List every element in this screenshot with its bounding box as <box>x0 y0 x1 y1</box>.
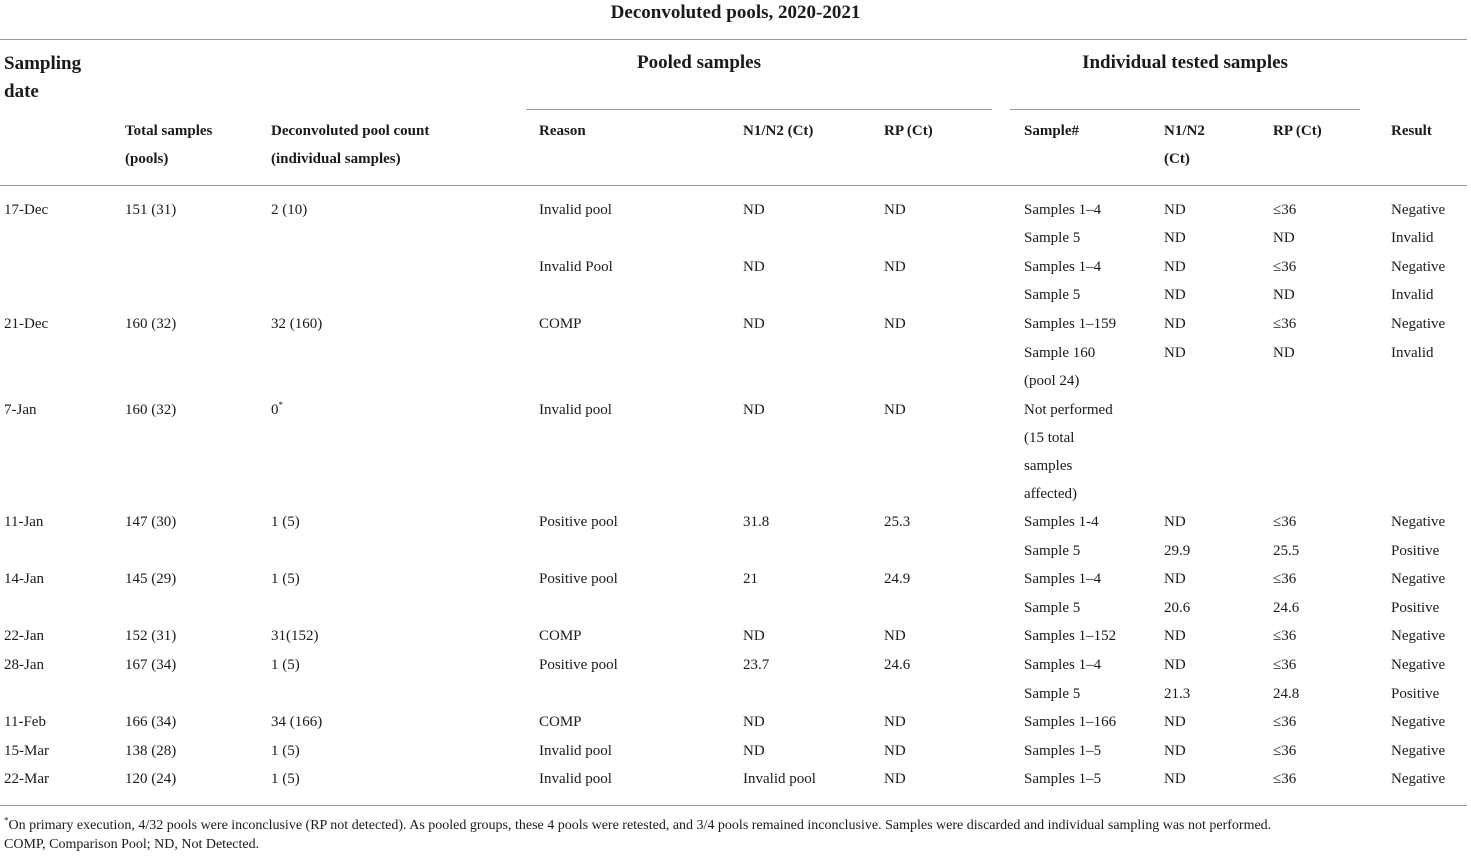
cell-sample: Samples 1–5 <box>1024 771 1102 787</box>
cell-pn: ND <box>743 259 765 275</box>
cell-sample: Sample 5 <box>1024 230 1081 246</box>
cell-sample: Samples 1–4 <box>1024 571 1102 587</box>
cell-pn: 23.7 <box>743 657 770 673</box>
col-pooled-n1n2: N1/N2 (Ct) <box>743 123 814 139</box>
cell-reason: Positive pool <box>539 514 618 530</box>
cell-reason: COMP <box>539 316 582 332</box>
cell-reason: Positive pool <box>539 571 618 587</box>
cell-prp: ND <box>884 316 906 332</box>
cell-result: Negative <box>1391 514 1446 530</box>
col-pooled-rp: RP (Ct) <box>884 123 933 139</box>
pooled-group-rule <box>526 109 992 110</box>
individual-group-rule <box>1010 109 1360 110</box>
cell-date: 15-Mar <box>4 743 49 759</box>
cell-in: 21.3 <box>1164 686 1191 702</box>
col-individual-n1n2: N1/N2 (Ct) <box>1164 123 1205 167</box>
cell-irp: ≤36 <box>1273 514 1297 530</box>
cell-prp: ND <box>884 771 906 787</box>
cell-irp: ≤36 <box>1273 259 1297 275</box>
cell-sample: Samples 1–4 <box>1024 202 1102 218</box>
cell-in: ND <box>1164 714 1186 730</box>
cell-pn: ND <box>743 402 765 418</box>
cell-total: 147 (30) <box>125 514 177 530</box>
cell-irp: ≤36 <box>1273 571 1297 587</box>
cell-date: 7-Jan <box>4 402 37 418</box>
cell-sample: Samples 1–159 <box>1024 316 1117 332</box>
cell-prp: ND <box>884 714 906 730</box>
cell-count: 1 (5) <box>271 771 300 787</box>
col-sample-number: Sample# <box>1024 123 1080 139</box>
footnote-text: On primary execution, 4/32 pools were inconclusive (RP not detected). As pooled groups, these 4 pools were retested, and 3/4 pools remained inconclusive. Samples were discarded and individual sampling was not performed. <box>8 818 1272 833</box>
cell-pn: ND <box>743 743 765 759</box>
cell-result: Negative <box>1391 657 1446 673</box>
cell-reason: COMP <box>539 628 582 644</box>
table-caption: Deconvoluted pools, 2020-2021 <box>610 2 861 23</box>
cell-total: 120 (24) <box>125 771 177 787</box>
cell-pn: ND <box>743 202 765 218</box>
cell-sample: Sample 5 <box>1024 686 1081 702</box>
cell-total: 167 (34) <box>125 657 177 673</box>
cell-pn: ND <box>743 316 765 332</box>
cell-sample: Samples 1–4 <box>1024 657 1102 673</box>
cell-result: Negative <box>1391 571 1446 587</box>
cell-in: ND <box>1164 259 1186 275</box>
cell-count: 1 (5) <box>271 743 300 759</box>
cell-sample: Sample 5 <box>1024 600 1081 616</box>
cell-date: 28-Jan <box>4 657 44 673</box>
cell-result: Negative <box>1391 259 1446 275</box>
cell-irp: ND <box>1273 287 1295 303</box>
cell-in: ND <box>1164 230 1186 246</box>
cell-count-value: 0 <box>271 402 279 418</box>
footnote-ref-marker: * <box>278 400 283 410</box>
cell-result: Negative <box>1391 743 1446 759</box>
cell-result: Invalid <box>1391 345 1434 361</box>
top-rule <box>0 39 1467 40</box>
cell-result: Negative <box>1391 316 1446 332</box>
cell-result: Negative <box>1391 714 1446 730</box>
cell-sample: Sample 160 (pool 24) <box>1024 345 1096 389</box>
cell-total: 138 (28) <box>125 743 177 759</box>
col-deconvoluted-count: Deconvoluted pool count (individual samples) <box>271 123 430 167</box>
cell-prp: ND <box>884 628 906 644</box>
cell-reason: Invalid pool <box>539 402 612 418</box>
cell-in: ND <box>1164 345 1186 361</box>
cell-reason: Invalid pool <box>539 771 612 787</box>
cell-result: Positive <box>1391 543 1440 559</box>
footnote-marker: * <box>4 815 9 826</box>
cell-sample: Samples 1–5 <box>1024 743 1102 759</box>
cell-reason: Invalid Pool <box>539 259 613 275</box>
sampling-date-header: Sampling date <box>4 53 82 102</box>
cell-prp: ND <box>884 743 906 759</box>
cell-reason: Positive pool <box>539 657 618 673</box>
cell-date: 21-Dec <box>4 316 49 332</box>
cell-date: 17-Dec <box>4 202 49 218</box>
cell-irp: ≤36 <box>1273 771 1297 787</box>
cell-in: ND <box>1164 743 1186 759</box>
cell-date: 14-Jan <box>4 571 44 587</box>
cell-result: Negative <box>1391 628 1446 644</box>
cell-count: 1 (5) <box>271 571 300 587</box>
cell-in: ND <box>1164 657 1186 673</box>
cell-result: Positive <box>1391 686 1440 702</box>
cell-sample: Samples 1–152 <box>1024 628 1117 644</box>
cell-total: 166 (34) <box>125 714 177 730</box>
cell-irp: 25.5 <box>1273 543 1300 559</box>
cell-in: ND <box>1164 571 1186 587</box>
cell-irp: 24.6 <box>1273 600 1300 616</box>
cell-result: Negative <box>1391 202 1446 218</box>
cell-total: 160 (32) <box>125 316 177 332</box>
pooled-samples-header: Pooled samples <box>636 52 762 73</box>
cell-prp: 25.3 <box>884 514 911 530</box>
cell-sample: Samples 1-4 <box>1024 514 1099 530</box>
cell-irp: ND <box>1273 230 1295 246</box>
col-reason: Reason <box>539 123 586 139</box>
cell-pn: ND <box>743 714 765 730</box>
col-result: Result <box>1391 123 1432 139</box>
cell-in: ND <box>1164 287 1186 303</box>
cell-count: 31(152) <box>271 628 319 644</box>
cell-pn: 21 <box>743 571 758 587</box>
header-rule <box>0 185 1467 186</box>
cell-irp: ≤36 <box>1273 657 1297 673</box>
cell-prp: ND <box>884 259 906 275</box>
footnote-abbreviations: COMP, Comparison Pool; ND, Not Detected. <box>4 837 260 852</box>
cell-sample: Samples 1–166 <box>1024 714 1117 730</box>
cell-in: ND <box>1164 771 1186 787</box>
cell-date: 22-Jan <box>4 628 44 644</box>
cell-pn: Invalid pool <box>743 771 816 787</box>
cell-count <box>271 396 283 424</box>
cell-result: Negative <box>1391 771 1446 787</box>
cell-prp: ND <box>884 202 906 218</box>
cell-count: 1 (5) <box>271 657 300 673</box>
cell-result: Invalid <box>1391 287 1434 303</box>
cell-count: 1 (5) <box>271 514 300 530</box>
cell-pn: 31.8 <box>743 514 770 530</box>
cell-count: 2 (10) <box>271 202 308 218</box>
cell-result: Invalid <box>1391 230 1434 246</box>
cell-reason: Invalid pool <box>539 743 612 759</box>
footnote-note <box>4 817 1271 835</box>
cell-sample: Sample 5 <box>1024 543 1081 559</box>
cell-irp: ND <box>1273 345 1295 361</box>
cell-total: 145 (29) <box>125 571 177 587</box>
cell-prp: 24.9 <box>884 571 911 587</box>
cell-count: 32 (160) <box>271 316 323 332</box>
cell-irp: ≤36 <box>1273 714 1297 730</box>
bottom-rule <box>0 805 1467 806</box>
cell-date: 11-Feb <box>4 714 46 730</box>
cell-in: ND <box>1164 316 1186 332</box>
cell-total: 152 (31) <box>125 628 177 644</box>
cell-sample: Sample 5 <box>1024 287 1081 303</box>
cell-sample: Samples 1–4 <box>1024 259 1102 275</box>
cell-in: 20.6 <box>1164 600 1191 616</box>
cell-prp: 24.6 <box>884 657 911 673</box>
cell-date: 11-Jan <box>4 514 44 530</box>
cell-in: ND <box>1164 202 1186 218</box>
cell-irp: ≤36 <box>1273 316 1297 332</box>
cell-total: 160 (32) <box>125 402 177 418</box>
cell-in: ND <box>1164 514 1186 530</box>
cell-irp: ≤36 <box>1273 743 1297 759</box>
cell-result: Positive <box>1391 600 1440 616</box>
cell-sample: Not performed (15 total samples affected) <box>1024 402 1113 502</box>
col-total-samples: Total samples (pools) <box>125 123 213 167</box>
individual-samples-header: Individual tested samples <box>1082 52 1288 73</box>
cell-reason: Invalid pool <box>539 202 612 218</box>
cell-irp: ≤36 <box>1273 628 1297 644</box>
cell-count: 34 (166) <box>271 714 323 730</box>
cell-in: 29.9 <box>1164 543 1191 559</box>
cell-prp: ND <box>884 402 906 418</box>
cell-irp: ≤36 <box>1273 202 1297 218</box>
cell-date: 22-Mar <box>4 771 49 787</box>
cell-irp: 24.8 <box>1273 686 1300 702</box>
cell-total: 151 (31) <box>125 202 177 218</box>
cell-reason: COMP <box>539 714 582 730</box>
cell-in: ND <box>1164 628 1186 644</box>
cell-pn: ND <box>743 628 765 644</box>
col-individual-rp: RP (Ct) <box>1273 123 1322 139</box>
